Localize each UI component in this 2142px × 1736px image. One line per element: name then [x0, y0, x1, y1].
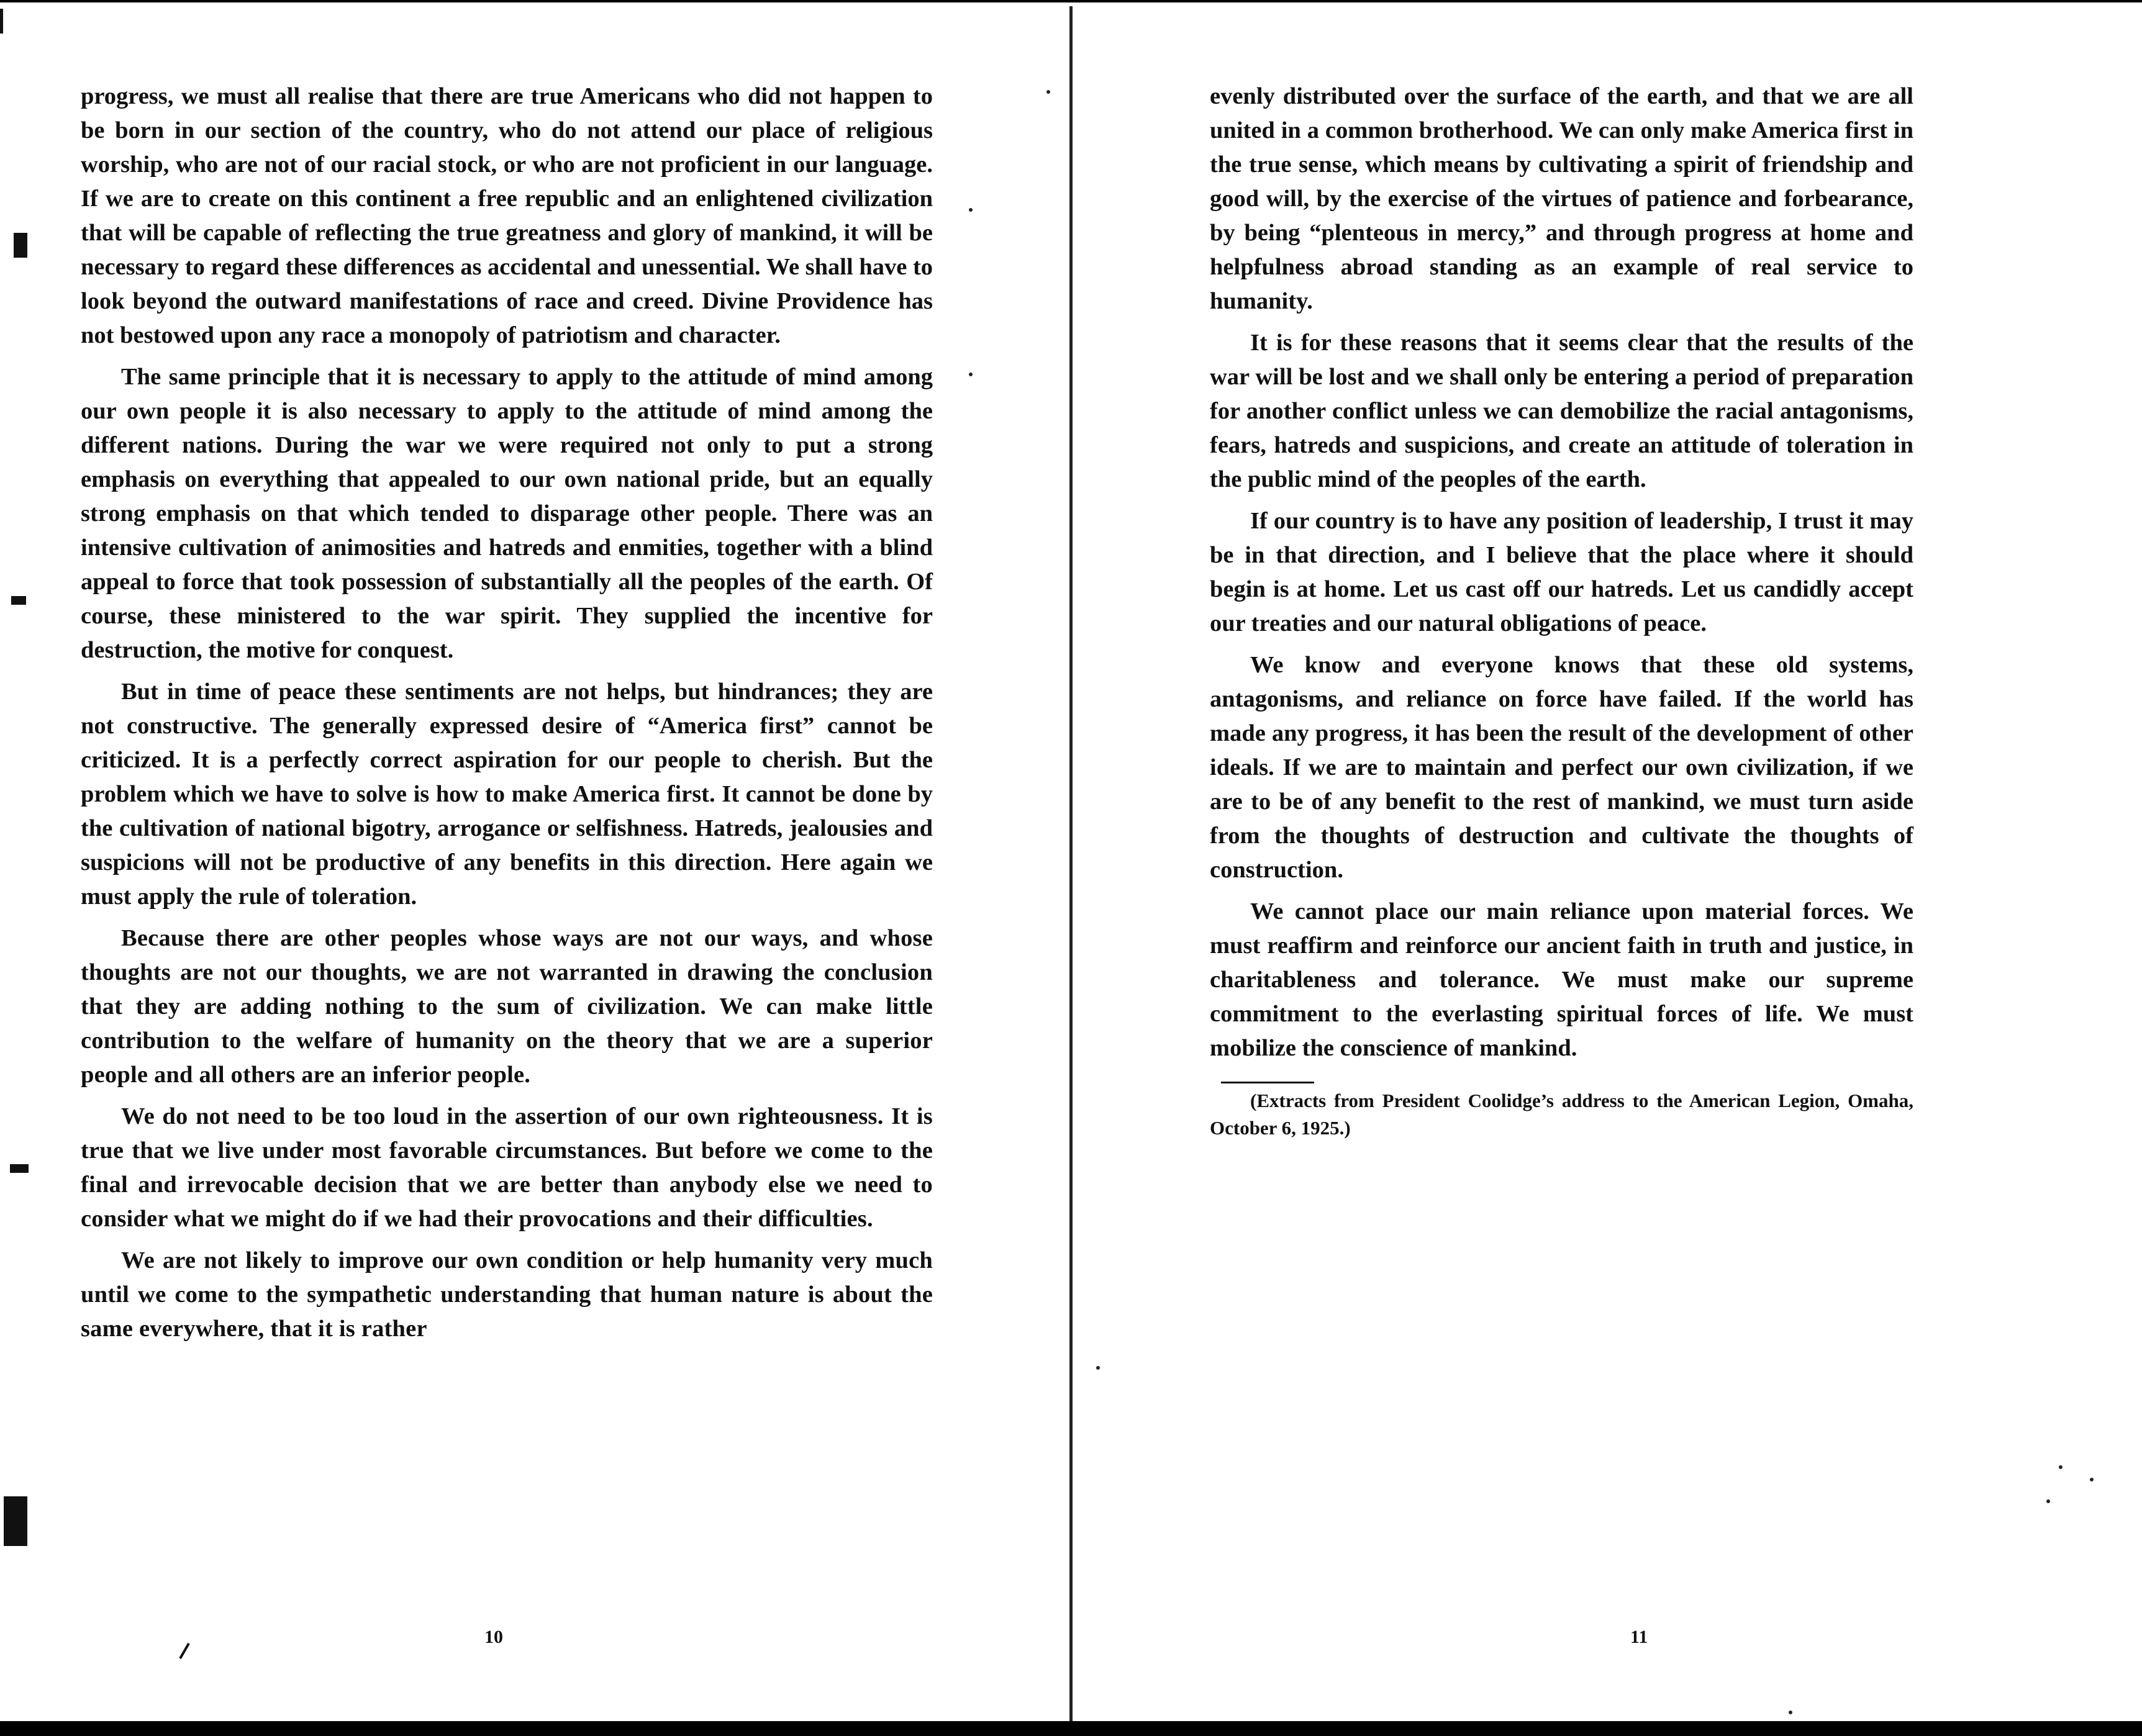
paragraph: We cannot place our main reliance upon material forces. We must reaffirm and reinforce our ancient faith in truth and justice, in charitableness and tolerance. We must make our supreme commitment to the everlasting spiritual forces of life. We must mobilize the conscience of mankind.	[1210, 898, 1913, 1061]
scan-mark	[10, 1164, 29, 1173]
paragraph: But in time of peace these sentiments are not helps, but hindrances; they are not constructive. The generally expressed desire of “America first” cannot be criticized. It is a perfectly correct aspiration for our people to cherish. But the problem which we have to solve is how to make America first. It cannot be done by the cultivation of national bigotry, arrogance or selfishness. Hatreds, jealousies and suspicions will not be productive of any benefits in this direction. Here again we must apply the rule of toleration.	[81, 679, 933, 910]
paragraph: We are not likely to improve our own condition or help humanity very much until we come to the sympathetic understanding that human nature is about the same everywhere, that it is rather	[81, 1247, 933, 1342]
scan-speck	[2090, 1478, 2094, 1481]
scan-mark	[0, 9, 3, 34]
scan-mark	[179, 1643, 189, 1659]
paragraph: We know and everyone knows that these old systems, antagonisms, and reliance on force have failed. If the world has made any progress, it has been the result of the development of other ideals. If we are to maintain and perfect our own civilization, if we are to be of any benefit to the rest of mankind, we must turn aside from the thoughts of destruction and cultivate the thoughts of construction.	[1210, 652, 1913, 883]
scan-mark	[11, 596, 26, 605]
right-page	[1071, 0, 2142, 1736]
scan-speck	[1789, 1711, 1792, 1714]
paragraph: It is for these reasons that it seems clear that the results of the war will be lost and we shall only be entering a period of preparation for another conflict unless we can demobilize the racial antagonisms, fears, hatreds and suspicions, and create an attitude of toleration in the public mind of the peoples of the earth.	[1210, 330, 1913, 492]
paragraph: evenly distributed over the surface of the earth, and that we are all united in a common brotherhood. We can only make America first in the true sense, which means by cultivating a spirit of friendship and good will, by the exercise of the virtues of patience and forbearance, by being “plenteous in mercy,” and through progress at home and helpfulness abroad standing as an example of real service to humanity.	[1210, 83, 1913, 314]
scan-speck	[1046, 90, 1050, 94]
citation-rule	[1221, 1082, 1314, 1083]
paragraph: Because there are other peoples whose ways are not our ways, and whose thoughts are not our thoughts, we are not warranted in drawing the conclusion that they are adding nothing to the sum of civilization. We can make little contribution to the welfare of humanity on the theory that we are a superior people and all others are an inferior people.	[81, 925, 933, 1088]
right-page-body	[1210, 79, 1913, 1149]
scan-mark	[4, 1496, 27, 1546]
scan-speck	[2046, 1499, 2050, 1503]
paragraph: progress, we must all realise that there are true Americans who did not happen to be born in our section of the country, who do not attend our place of religious worship, who are not of our racial stock, or who are not proficient in our language. If we are to create on this continent a free republic and an enlightened civilization that will be capable of reflecting the true greatness and glory of mankind, it will be necessary to regard these differences as accidental and unessential. We shall have to look beyond the outward manifestations of race and creed. Divine Providence has not bestowed upon any race a monopoly of patriotism and character.	[81, 83, 933, 348]
citation: (Extracts from President Coolidge’s address to the American Legion, Omaha, October 6, 1925.)	[1210, 1090, 1913, 1139]
paragraph: If our country is to have any position of leadership, I trust it may be in that direction, and I believe that the place where it should begin is at home. Let us cast off our hatreds. Let us candidly accept our treaties and our natural obligations of peace.	[1210, 508, 1913, 636]
scan-speck	[2059, 1465, 2063, 1469]
paragraph: We do not need to be too loud in the assertion of our own righteousness. It is true that we live under most favorable circumstances. But before we come to the final and irrevocable decision that we are better than anybody else we need to consider what we might do if we had their provocations and their difficulties.	[81, 1103, 933, 1232]
page-number: 11	[1630, 1627, 1648, 1647]
scan-speck	[1096, 1366, 1100, 1370]
scan-speck	[969, 373, 973, 376]
paragraph: The same principle that it is necessary to apply to the attitude of mind among our own people it is also necessary to apply to the attitude of mind among the different nations. During the war we were required not only to put a strong emphasis on everything that appealed to our own national pride, but an equally strong emphasis on that which tended to disparage other people. There was an intensive cultivation of animosities and hatreds and enmities, together with a blind appeal to force that took possession of substantially all the peoples of the earth. Of course, these ministered to the war spirit. They supplied the incentive for destruction, the motive for conquest.	[81, 364, 933, 663]
scan-mark	[14, 233, 27, 258]
scan-speck	[969, 208, 973, 212]
scan-bottom-border	[0, 1721, 2142, 1736]
left-page-body	[81, 79, 933, 1354]
page-number: 10	[484, 1627, 503, 1647]
